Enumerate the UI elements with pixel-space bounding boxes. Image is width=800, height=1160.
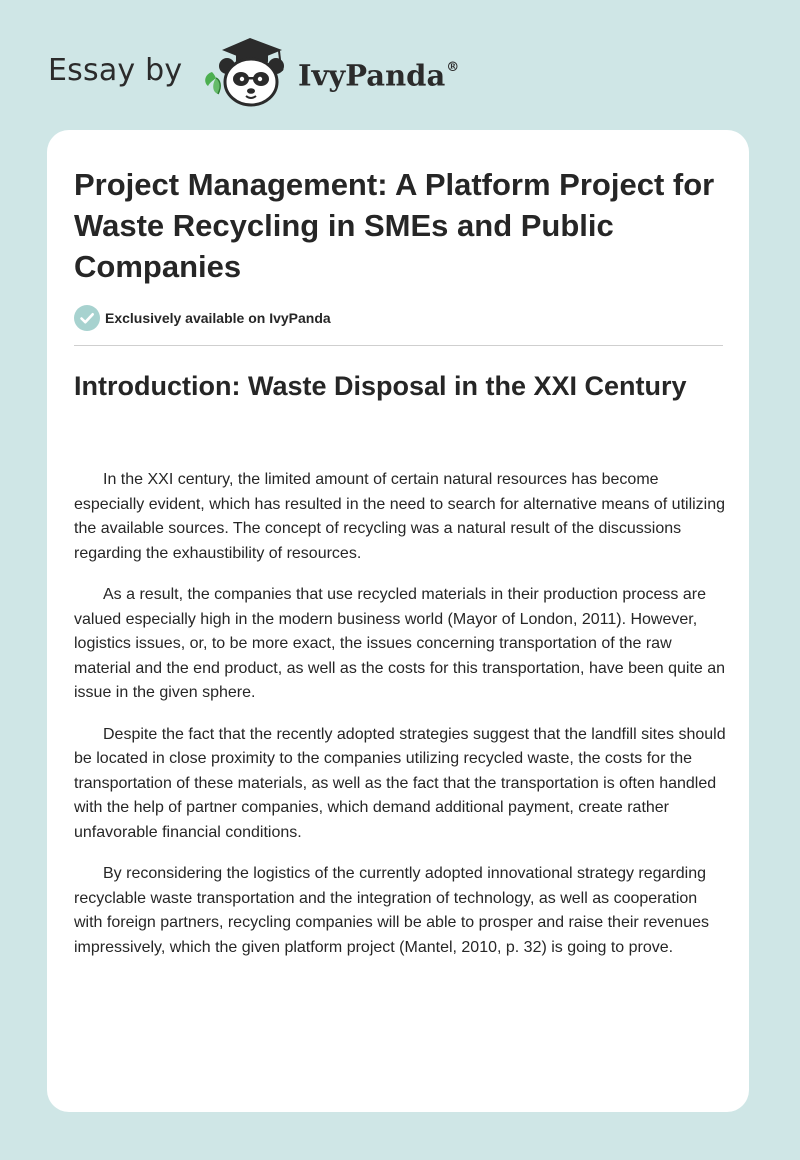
exclusive-badge xyxy=(74,305,331,331)
paragraph: By reconsidering the logistics of the currently adopted innovational strategy regarding recyclable waste transportation and the integration of technology, as well as cooperation with foreign partners, recycling companies will be able to prosper and raise their revenues impressively, which the given platform project (Mantel, 2010, p. 32) is going to prove. xyxy=(74,865,709,956)
essay-body xyxy=(74,468,726,977)
essay-title: Project Management: A Platform Project for Waste Recycling in SMEs and Public Companies xyxy=(74,167,715,284)
essay-by-label: Essay by xyxy=(48,53,183,88)
title-divider xyxy=(74,345,723,346)
ivy-leaf-icon xyxy=(205,72,220,94)
panda-graduate-icon xyxy=(200,36,296,108)
essay-card xyxy=(47,130,749,1112)
paragraph: In the XXI century, the limited amount of certain natural resources has become especially evident, which has resulted in the need to search for alternative means of utilizing the available sources. The concept of recycling was a natural result of the discussions regarding the exhaustibility of resources. xyxy=(74,471,726,562)
paragraph: Despite the fact that the recently adopted strategies suggest that the landfill sites should be located in close proximity to the companies utilizing recycled waste, the costs for the transportation of these materials, as well as the fact that the transportation is often handled with the help of partner companies, which demand additional payment, create rather unfavorable financial conditions. xyxy=(74,725,726,841)
section-heading: Introduction: Waste Disposal in the XXI Century xyxy=(74,371,687,401)
registered-mark: ® xyxy=(446,60,460,75)
check-circle-icon xyxy=(74,305,100,331)
exclusive-label: Exclusively available on IvyPanda xyxy=(105,310,331,326)
site-header xyxy=(0,0,800,130)
brand-name-text: IvyPanda xyxy=(298,58,446,93)
brand-name xyxy=(298,52,459,96)
paragraph: As a result, the companies that use recycled materials in their production process are valued especially high in the modern business world (Mayor of London, 2011). However, logistics issues, or, to be more exact, the issues concerning transportation of the raw material and the end product, as well as the costs for this transportation, have been quite an issue in the given sphere. xyxy=(74,586,726,701)
